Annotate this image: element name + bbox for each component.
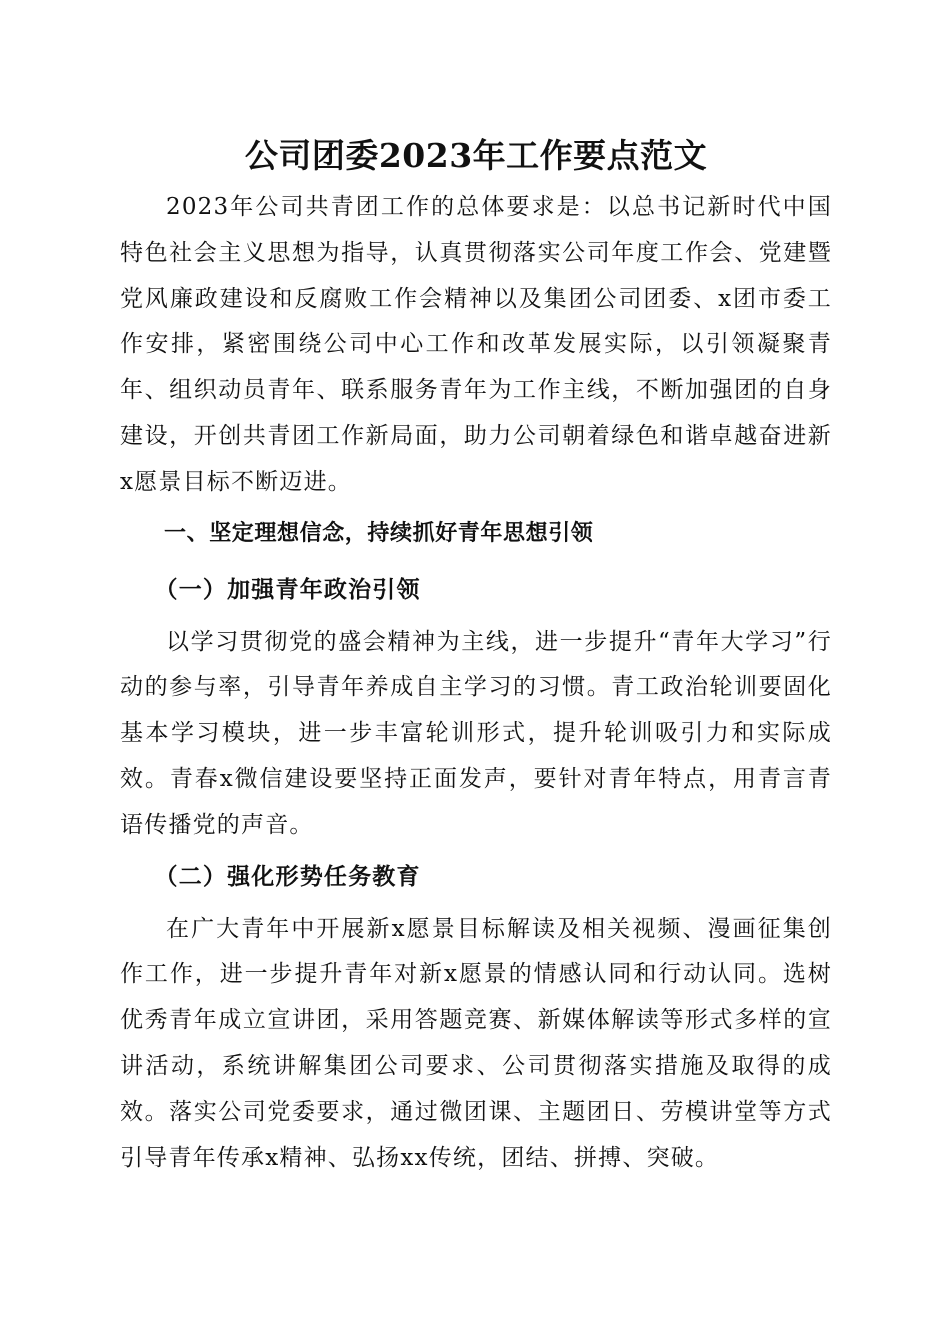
subsection-2-heading: （二）强化形势任务教育 [154,862,421,890]
section-1-heading: 一、坚定理想信念，持续抓好青年思想引领 [164,520,594,546]
subsection-2-paragraph: 在广大青年中开展新x愿景目标解读及相关视频、漫画征集创作工作，进一步提升青年对新x愿景的情感认同和行动认同。选树优秀青年成立宣讲团，采用答题竞赛、新媒体解读等形式多样的宣讲活动，系统讲解集团公司要求、公司贯彻落实措施及取得的成效。落实公司党委要求，通过微团课、主题团日、劳模讲堂等方式引导青年传承x精神、弘扬xx传统，团结、拼搏、突破。 [120,915,832,1171]
subsection-1-paragraph: 以学习贯彻党的盛会精神为主线，进一步提升“青年大学习”行动的参与率，引导青年养成自主学习的习惯。青工政治轮训要固化基本学习模块，进一步丰富轮训形式，提升轮训吸引力和实际成效。青春x微信建设要坚持正面发声，要针对青年特点，用青言青语传播党的声音。 [120,628,832,838]
document-title: 公司团委2023年工作要点范文 [244,136,708,175]
intro-paragraph: 2023年公司共青团工作的总体要求是：以总书记新时代中国特色社会主义思想为指导，认真贯彻落实公司年度工作会、党建暨党风廉政建设和反腐败工作会精神以及集团公司团委、x团市委工作安排，紧密围绕公司中心工作和改革发展实际，以引领凝聚青年、组织动员青年、联系服务青年为工作主线，不断加强团的自身建设，开创共青团工作新局面，助力公司朝着绿色和谐卓越奋进新x愿景目标不断迈进。 [120,194,832,495]
subsection-1-heading: （一）加强青年政治引领 [154,575,421,603]
